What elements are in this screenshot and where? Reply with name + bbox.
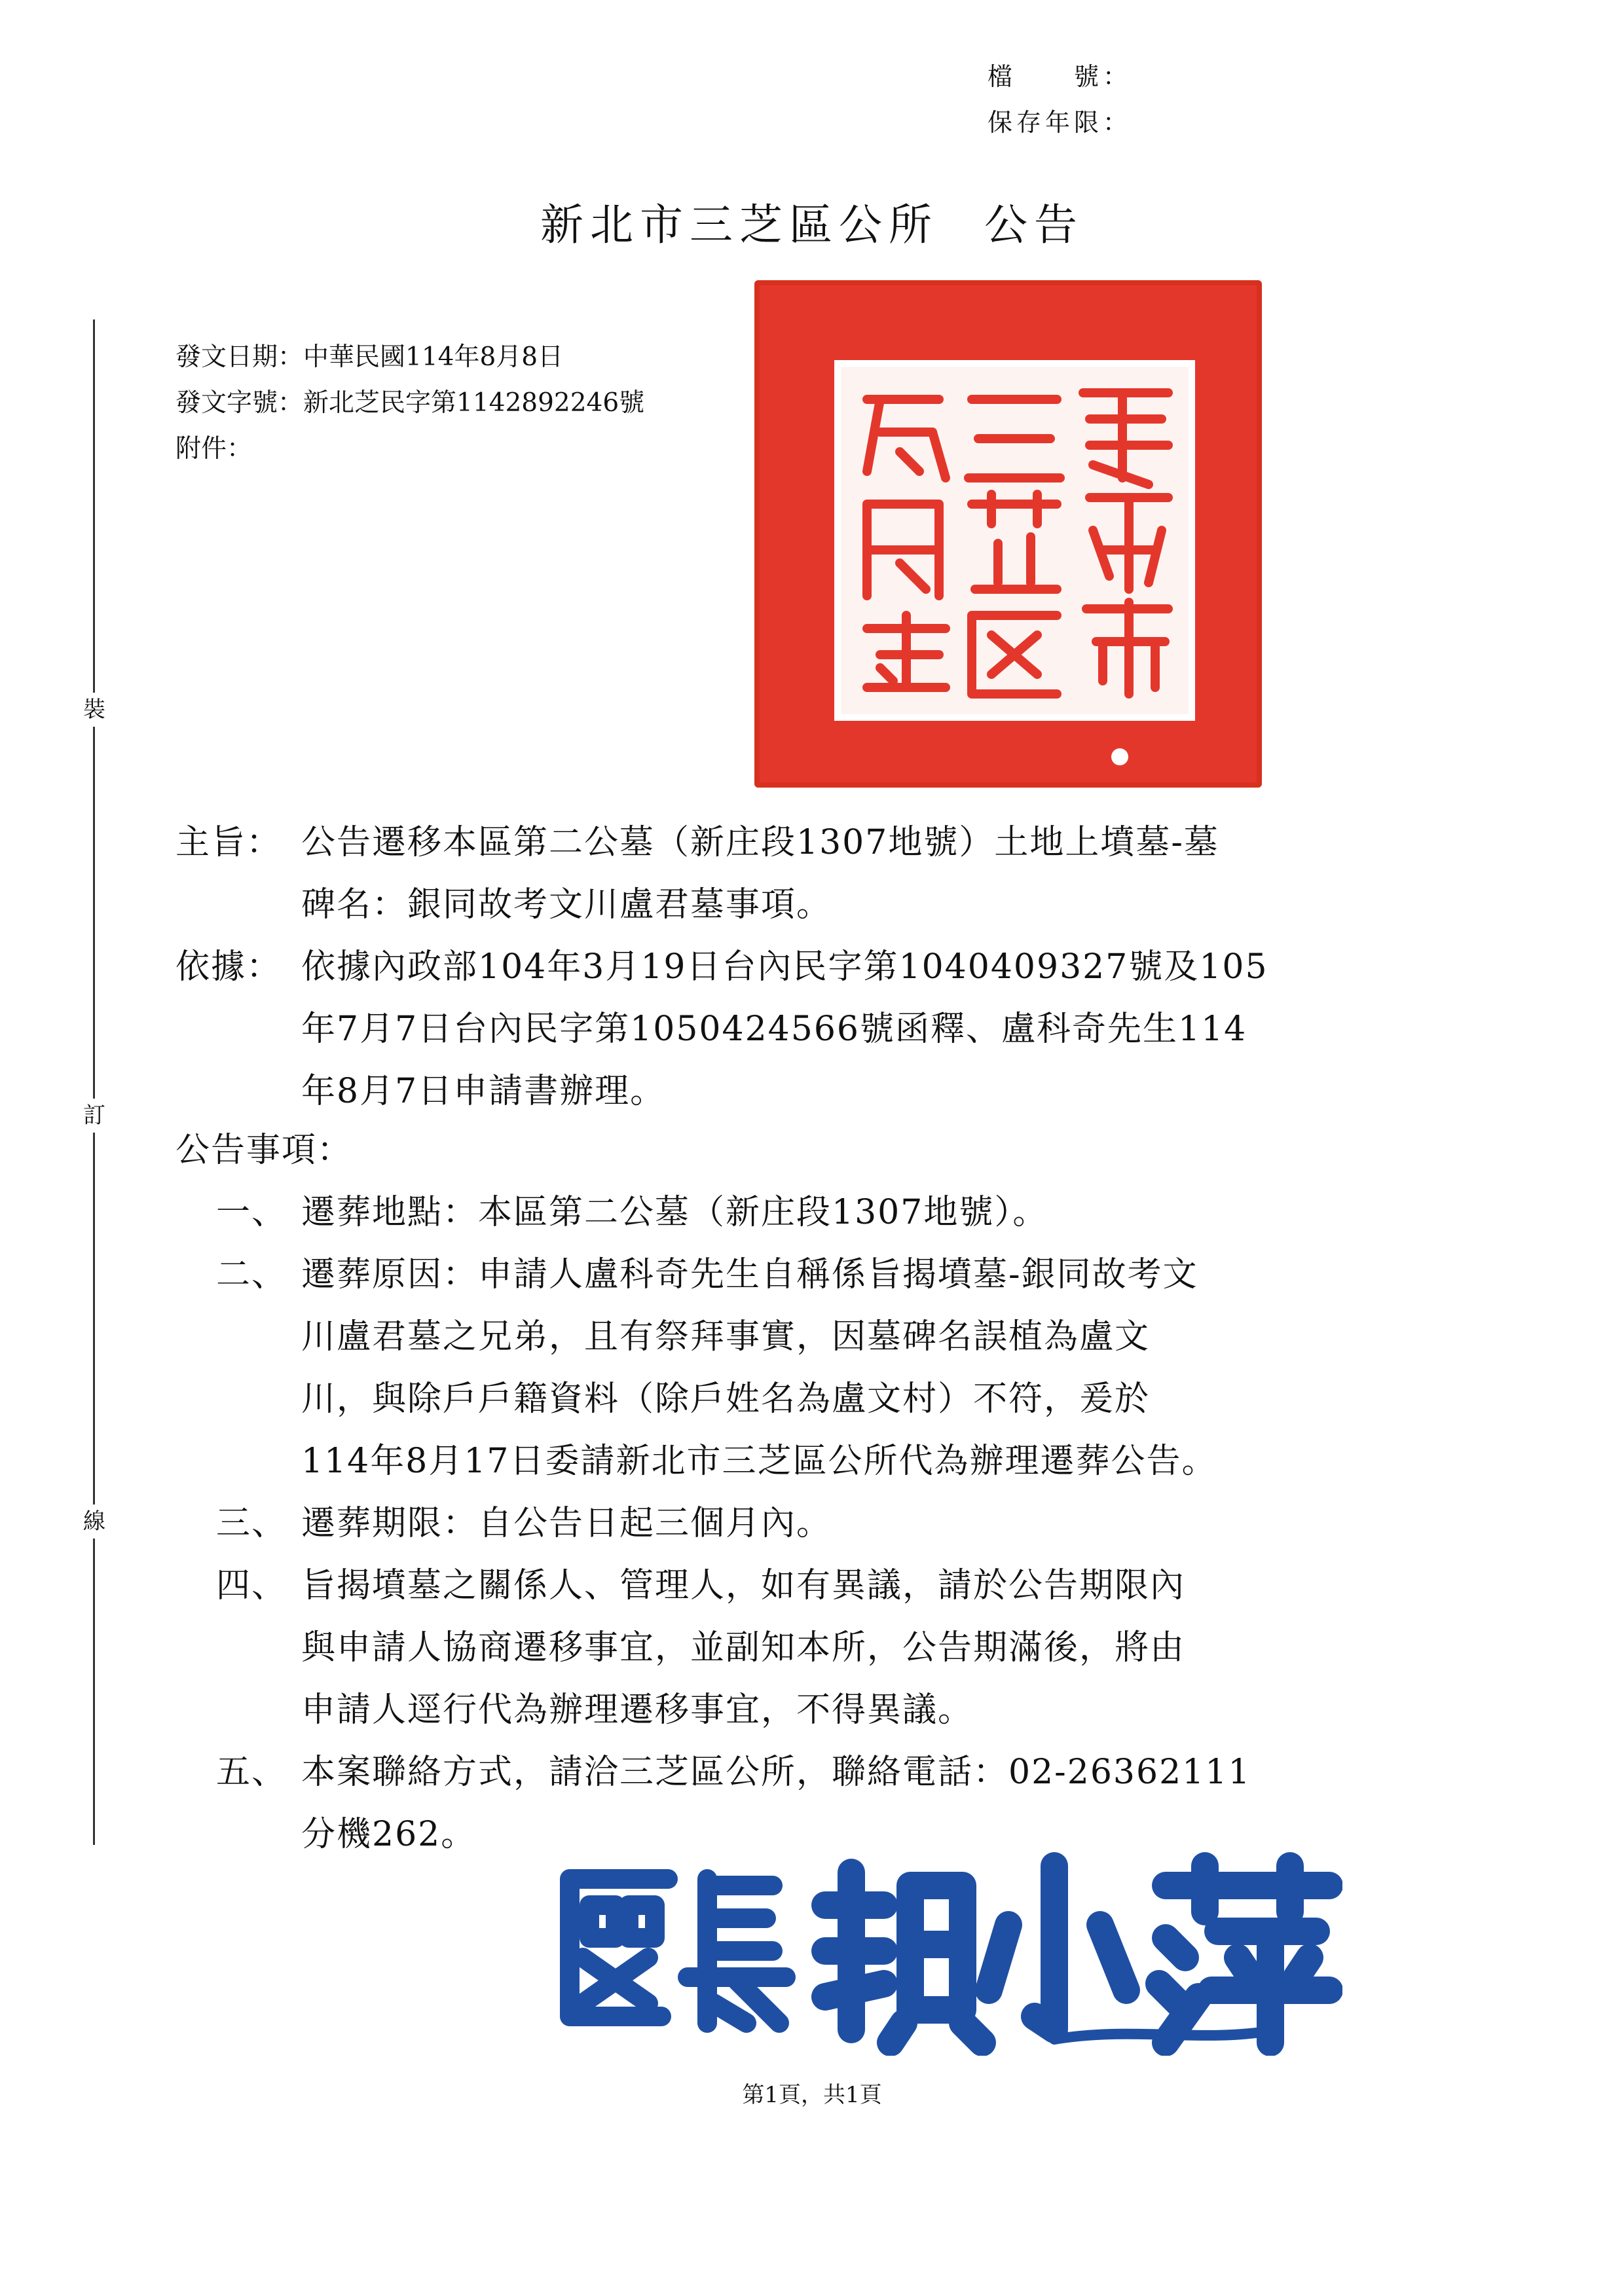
issue-date: 發文日期：中華民國114年8月8日 [175,342,564,372]
notice-item-line: 分機262。 [301,1815,477,1854]
notice-item-line: 遷葬地點：本區第二公墓（新庄段1307地號）。 [301,1193,1048,1232]
retention-period-label: 保存年限： [987,108,1132,137]
notice-item-number: 五、 [216,1753,287,1792]
seal-dot [1111,748,1128,765]
notice-item-line: 本案聯絡方式，請洽三芝區公所，聯絡電話：02-26362111 [301,1753,1251,1792]
page-number: 第1頁，共1頁 [742,2082,882,2108]
signature-graphic [557,1846,1342,2056]
notice-item-line: 申請人逕行代為辦理遷移事宜，不得異議。 [301,1690,974,1730]
binding-mark-zhuang: 裝 [83,693,106,727]
notice-heading: 公告事項： [175,1131,353,1170]
subject-label: 主旨： [175,823,282,862]
notice-item-line: 川，與除戶戶籍資料（除戶姓名為盧文村）不符，爰於 [301,1379,1151,1419]
notice-item-number: 一、 [216,1193,287,1232]
attachment-label: 附件： [175,434,253,464]
notice-item-line: 遷葬期限：自公告日起三個月內。 [301,1504,832,1543]
notice-item-line: 114年8月17日委請新北市三芝區公所代為辦理遷葬公告。 [301,1442,1217,1481]
seal-inner-field [834,360,1195,721]
basis-line-2: 年7月7日台內民字第1050424566號函釋、盧科奇先生114 [301,1010,1247,1049]
basis-line-1: 依據內政部104年3月19日台內民字第1040409327號及105 [301,947,1268,987]
title-organization: 新北市三芝區公所 [540,200,938,250]
official-seal [754,280,1262,788]
notice-item-number: 四、 [216,1566,287,1605]
binding-mark-ding: 訂 [83,1099,106,1133]
basis-label: 依據： [175,947,282,987]
notice-item-line: 旨揭墳墓之關係人、管理人，如有異議，請於公告期限內 [301,1566,1186,1605]
binding-mark-xian: 線 [83,1504,106,1539]
notice-item-number: 二、 [216,1255,287,1294]
page-title [0,190,1624,252]
binding-line [93,319,95,1845]
notice-item-number: 三、 [216,1504,287,1543]
notice-item-line: 遷葬原因：申請人盧科奇先生自稱係旨揭墳墓-銀同故考文 [301,1255,1198,1294]
notice-item-line: 與申請人協商遷移事宜，並副知本所，公告期滿後，將由 [301,1628,1186,1667]
document-number: 發文字號：新北芝民字第1142892246號 [175,388,645,418]
seal-glyphs-graphic [841,367,1189,714]
file-number-label: 檔 號： [987,62,1132,91]
subject-line-1: 公告遷移本區第二公墓（新庄段1307地號）土地上墳墓-墓 [301,823,1219,862]
director-signature-stamp [557,1846,1342,2056]
notice-item-line: 川盧君墓之兄弟，且有祭拜事實，因墓碑名誤植為盧文 [301,1317,1151,1357]
basis-line-3: 年8月7日申請書辦理。 [301,1072,666,1111]
subject-line-2: 碑名：銀同故考文川盧君墓事項。 [301,885,832,924]
title-doc-type: 公告 [984,200,1084,250]
